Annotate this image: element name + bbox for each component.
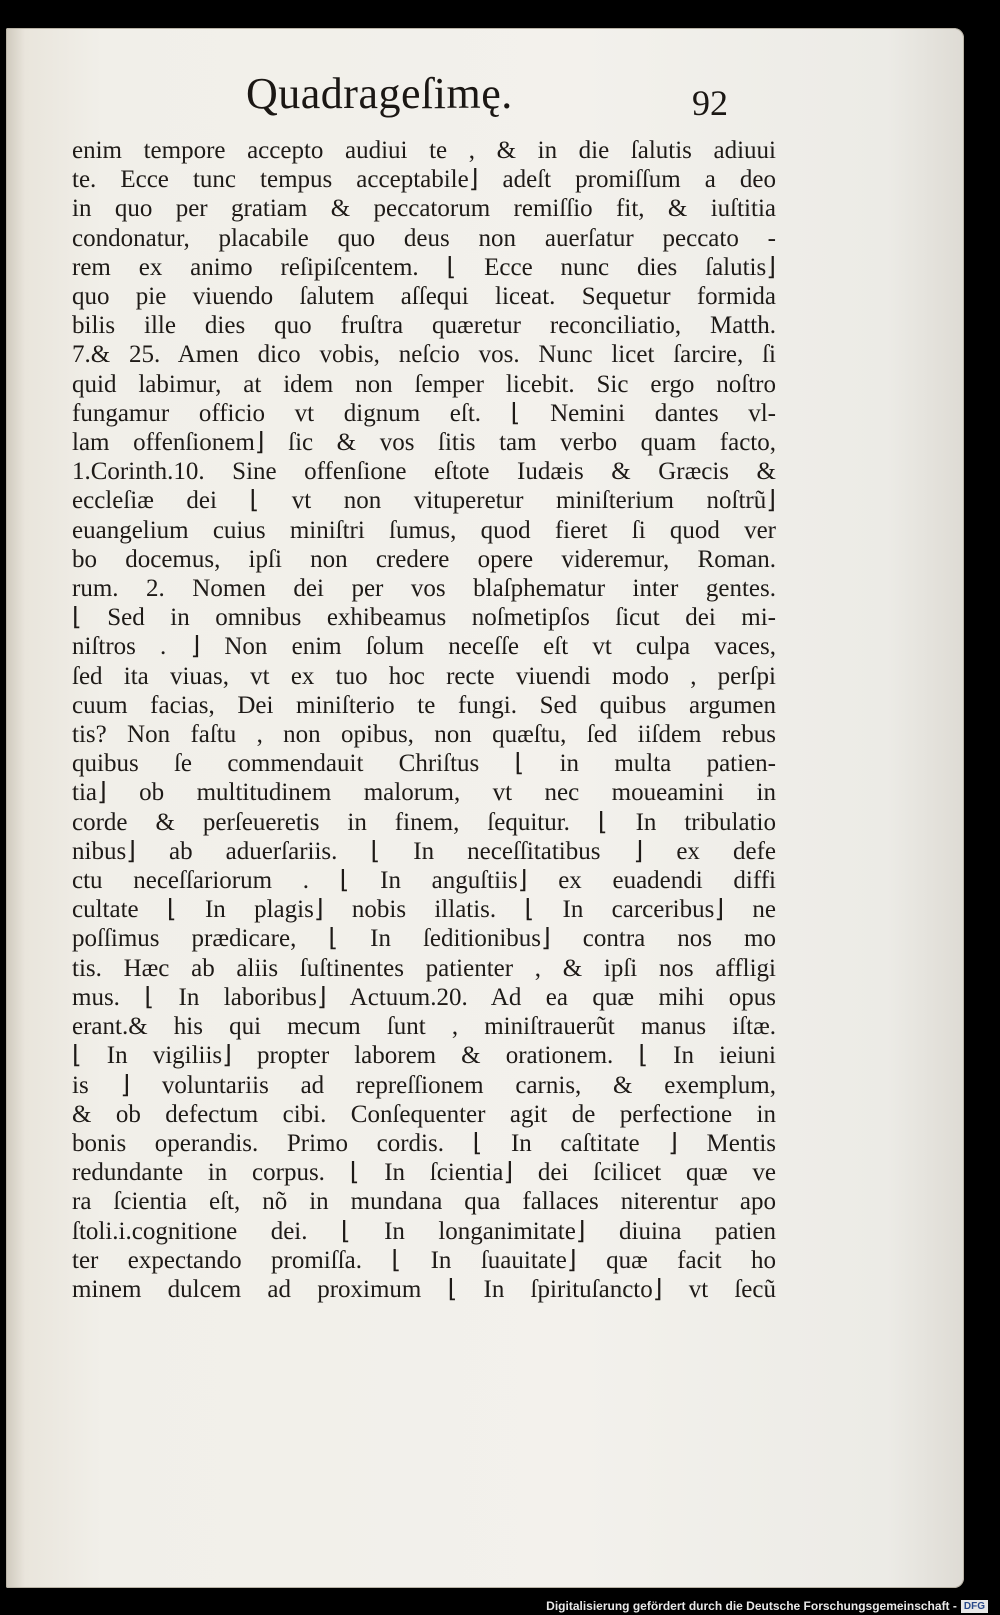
text-line: bilis ille dies quo fruſtra quæretur reconciliatio, Matth.	[72, 312, 776, 340]
text-line: in quo per gratiam & peccatorum remiſſio fit, & iuſtitia	[72, 195, 776, 223]
digitization-credit	[546, 1599, 988, 1613]
text-line: condonatur, placabile quo deus non auerſatur peccato -	[72, 224, 776, 252]
text-line: 1.Corinth.10. Sine offenſione eſtote Iudæis & Græcis &	[72, 458, 776, 486]
text-line: 7.& 25. Amen dico vobis, neſcio vos. Nunc licet ſarcire, ſi	[72, 341, 776, 369]
text-line: is ⌋ voluntariis ad repreſſionem carnis, & exemplum,	[72, 1071, 776, 1099]
text-line: quibus ſe commendauit Chriſtus ⌊ in multa patien-	[72, 750, 776, 778]
text-line: erant.& his qui mecum ſunt , miniſtrauerũt manus iſtæ.	[72, 1013, 776, 1041]
text-line: & ob defectum cibi. Conſequenter agit de perfectione in	[72, 1100, 776, 1128]
text-line: ter expectando promiſſa. ⌊ In ſuauitate⌋ quæ facit ho	[72, 1246, 776, 1274]
text-line: nibus⌋ ab aduerſariis. ⌊ In neceſſitatibus ⌋ ex defe	[72, 837, 776, 865]
text-line: lam offenſionem⌋ ſic & vos ſitis tam verbo quam facto,	[72, 429, 776, 457]
text-line: rum. 2. Nomen dei per vos blaſphematur inter gentes.	[72, 575, 776, 603]
text-line: te. Ecce tunc tempus acceptabile⌋ adeſt promiſſum a deo	[72, 166, 776, 194]
text-line: quo pie viuendo ſalutem aſſequi liceat. Sequetur formida	[72, 283, 776, 311]
text-line: quid labimur, at idem non ſemper licebit. Sic ergo noſtro	[72, 370, 776, 398]
text-line: eccleſiæ dei ⌊ vt non vituperetur miniſterium noſtrũ⌋	[72, 487, 776, 515]
text-line: corde & perſeueretis in finem, ſequitur. ⌊ In tribulatio	[72, 808, 776, 836]
page-number: 92	[692, 83, 728, 123]
body-text	[72, 136, 776, 1304]
text-line: bo docemus, ipſi non credere opere videremur, Roman.	[72, 545, 776, 573]
text-line: minem dulcem ad proximum ⌊ In ſpirituſancto⌋ vt ſecũ	[72, 1275, 776, 1303]
text-line: euangelium cuius miniſtri ſumus, quod fieret ſi quod ver	[72, 516, 776, 544]
text-line: tis. Hæc ab aliis ſuſtinentes patienter , & ipſi nos affligi	[72, 954, 776, 982]
text-line: cuum facias, Dei miniſterio te fungi. Sed quibus argumen	[72, 691, 776, 719]
text-line: rem ex animo reſipiſcentem. ⌊ Ecce nunc dies ſalutis⌋	[72, 253, 776, 281]
text-line: ⌊ Sed in omnibus exhibeamus noſmetipſos ſicut dei mi-	[72, 604, 776, 632]
text-line: ⌊ In vigiliis⌋ propter laborem & orationem. ⌊ In ieiuni	[72, 1042, 776, 1070]
text-line: tis? Non faſtu , non opibus, non quæſtu, ſed iiſdem rebus	[72, 721, 776, 749]
text-line: ſed ita viuas, vt ex tuo hoc recte viuendi modo , perſpi	[72, 662, 776, 690]
text-line: fungamur officio vt dignum eſt. ⌊ Nemini dantes vl-	[72, 399, 776, 427]
text-line: tia⌋ ob multitudinem malorum, vt nec moueamini in	[72, 779, 776, 807]
text-line: niſtros . ⌋ Non enim ſolum neceſſe eſt vt culpa vaces,	[72, 633, 776, 661]
credit-text: Digitalisierung gefördert durch die Deutsche Forschungsgemeinschaft -	[546, 1599, 957, 1613]
text-line: bonis operandis. Primo cordis. ⌊ In caſtitate ⌋ Mentis	[72, 1129, 776, 1157]
text-line: ſtoli.i.cognitione dei. ⌊ In longanimitate⌋ diuina patien	[72, 1217, 776, 1245]
text-line: mus. ⌊ In laboribus⌋ Actuum.20. Ad ea quæ mihi opus	[72, 983, 776, 1011]
text-line: redundante in corpus. ⌊ In ſcientia⌋ dei ſcilicet quæ ve	[72, 1159, 776, 1187]
book-page	[6, 28, 964, 1588]
text-line: ctu neceſſariorum . ⌊ In anguſtiis⌋ ex euadendi diffi	[72, 867, 776, 895]
text-line: ra ſcientia eſt, nõ in mundana qua fallaces niterentur apo	[72, 1188, 776, 1216]
text-line: poſſimus prædicare, ⌊ In ſeditionibus⌋ contra nos mo	[72, 925, 776, 953]
text-line: enim tempore accepto audiui te , & in die ſalutis adiuui	[72, 137, 776, 164]
running-head: Quadrageſimę.	[246, 69, 513, 118]
text-line: cultate ⌊ In plagis⌋ nobis illatis. ⌊ In carceribus⌋ ne	[72, 896, 776, 924]
dfg-logo: DFG	[961, 1600, 988, 1613]
